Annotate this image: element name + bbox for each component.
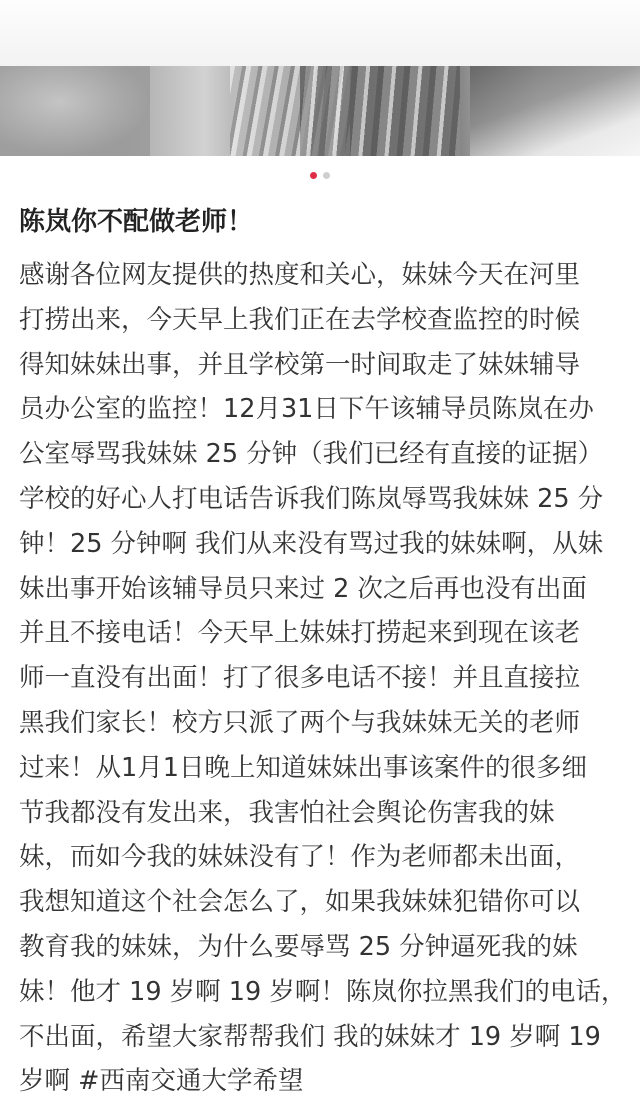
post-body-line: 妹出事开始该辅导员只来过 2 次之后再也没有出面 [19, 573, 587, 604]
carousel-dot[interactable] [323, 172, 330, 179]
post-body-line: 学校的好心人打电话告诉我们陈岚辱骂我妹妹 25 分 [19, 483, 604, 514]
post-body-line: 过来！从1月1日晚上知道妹妹出事该案件的很多细 [19, 752, 587, 783]
carousel-image[interactable] [0, 66, 640, 156]
post-body-line: 黑我们家长！校方只派了两个与我妹妹无关的老师 [19, 707, 581, 738]
post-body-line: 妹！他才 19 岁啊 19 岁啊！陈岚你拉黑我们的电话， [19, 976, 627, 1007]
post-body-line: 钟！25 分钟啊 我们从来没有骂过我的妹妹啊，从妹 [19, 528, 604, 559]
post-body-line: 岁啊 #西南交通大学希望 [19, 1066, 304, 1097]
post-body-line: 感谢各位网友提供的热度和关心，妹妹今天在河里 [19, 260, 581, 290]
post-body-line: 打捞出来，今天早上我们正在去学校查监控的时候 [19, 304, 581, 335]
image-region [300, 66, 460, 156]
carousel-indicator [0, 172, 640, 182]
post-body-line: 节我都没有发出来，我害怕社会舆论伤害我的妹 [19, 797, 555, 828]
post-body-line: 员办公室的监控！12月31日下午该辅导员陈岚在办 [19, 394, 594, 425]
post-title: 陈岚你不配做老师！ [19, 207, 254, 237]
post-body-line: 我想知道这个社会怎么了，如果我妹妹犯错你可以 [19, 887, 581, 918]
carousel-dot-active[interactable] [310, 172, 317, 179]
image-region [470, 66, 640, 156]
post-body-line: 师一直没有出面！打了很多电话不接！并且直接拉 [19, 663, 581, 694]
post-body [19, 253, 627, 1104]
top-blank-area [0, 0, 640, 66]
post-body-line: 得知妹妹出事，并且学校第一时间取走了妹妹辅导 [19, 349, 581, 380]
post-body-line: 教育我的妹妹，为什么要辱骂 25 分钟逼死我的妹 [19, 931, 578, 962]
post-body-line: 妹，而如今我的妹妹没有了！作为老师都未出面， [19, 842, 581, 873]
post-body-line: 不出面，希望大家帮帮我们 我的妹妹才 19 岁啊 19 [19, 1021, 601, 1052]
post-body-line: 并且不接电话！今天早上妹妹打捞起来到现在该老 [19, 618, 581, 649]
post-body-line: 公室辱骂我妹妹 25 分钟（我们已经有直接的证据） [19, 439, 604, 470]
image-region [0, 66, 150, 156]
